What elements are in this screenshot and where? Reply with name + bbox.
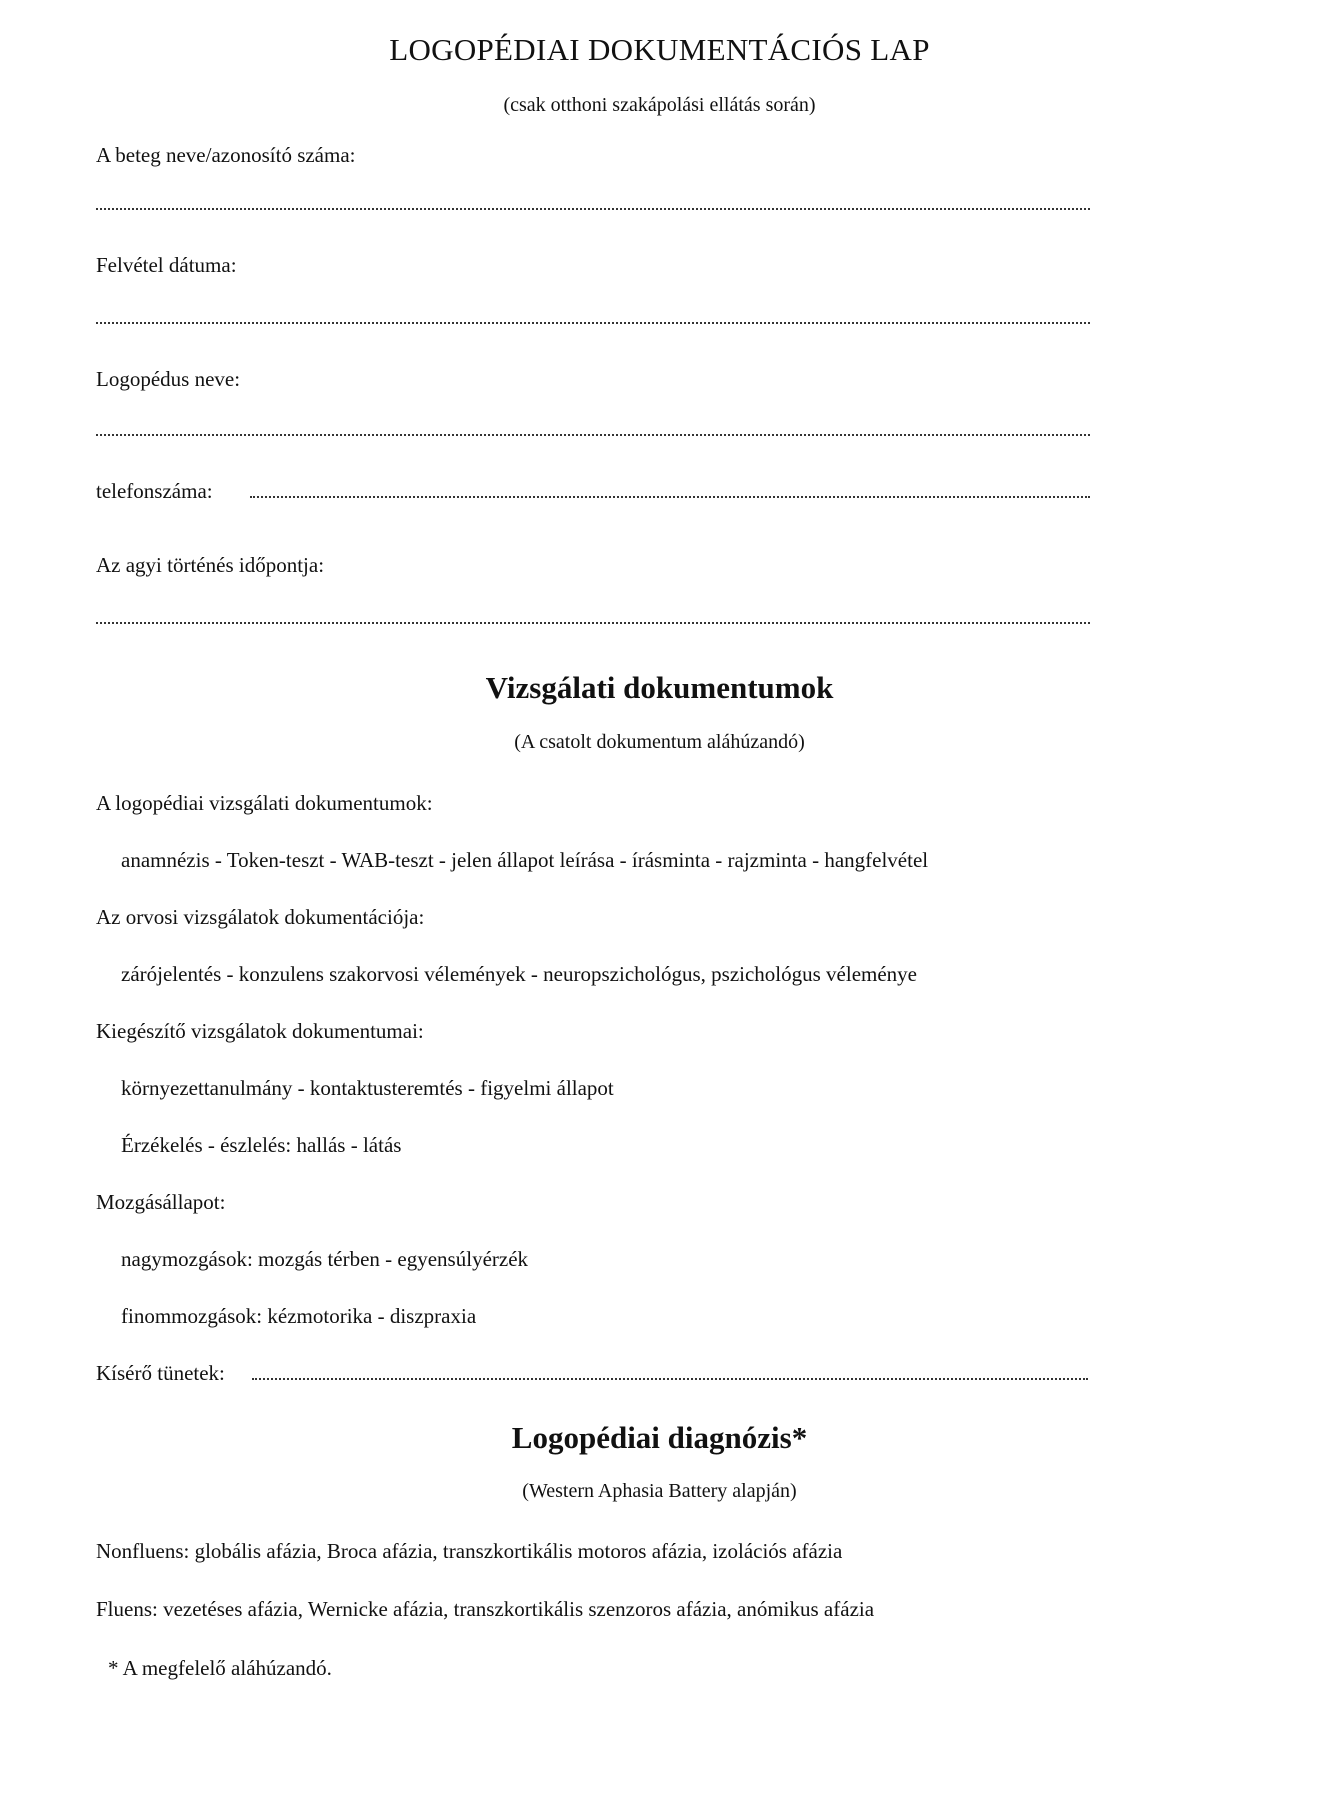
fine-motor-items: finommozgások: kézmotorika - diszpraxia [121,1304,477,1328]
patient-name-label: A beteg neve/azonosító száma: [96,143,356,167]
therapist-name-label: Logopédus neve: [96,367,241,391]
supplementary-items-1: környezettanulmány - kontaktusteremtés - figyelmi állapot [121,1076,614,1100]
exam-docs-heading: Vizsgálati dokumentumok [485,670,834,705]
logo-docs-items: anamnézis - Token-teszt - WAB-teszt - jelen állapot leírása - írásminta - rajzminta - hangfelvétel [121,848,929,872]
diagnosis-heading: Logopédiai diagnózis* [511,1420,808,1455]
admission-date-field[interactable] [96,322,1090,324]
patient-name-field[interactable] [96,208,1090,210]
symptoms-label: Kísérő tünetek: [96,1361,225,1385]
medical-docs-items: zárójelentés - konzulens szakorvosi vélemények - neuropszichológus, pszichológus véleménye [121,962,918,986]
admission-date-label: Felvétel dátuma: [96,253,237,277]
phone-field[interactable] [250,496,1090,498]
diagnosis-note: (Western Aphasia Battery alapján) [522,1480,797,1502]
fluent-line: Fluens: vezetéses afázia, Wernicke afázia, transzkortikális szenzoros afázia, anómikus afázia [96,1597,875,1621]
exam-docs-note: (A csatolt dokumentum aláhúzandó) [514,731,805,753]
event-date-label: Az agyi történés időpontja: [96,553,325,577]
event-date-field[interactable] [96,622,1090,624]
footnote: * A megfelelő aláhúzandó. [108,1656,332,1680]
supplementary-items-2: Érzékelés - észlelés: hallás - látás [121,1133,402,1157]
symptoms-field[interactable] [252,1378,1088,1380]
page-subtitle: (csak otthoni szakápolási ellátás során) [503,94,816,116]
gross-motor-items: nagymozgások: mozgás térben - egyensúlyérzék [121,1247,529,1271]
page-title: LOGOPÉDIAI DOKUMENTÁCIÓS LAP [389,32,930,67]
medical-docs-label: Az orvosi vizsgálatok dokumentációja: [96,905,425,929]
therapist-name-field[interactable] [96,434,1090,436]
phone-label: telefonszáma: [96,479,213,503]
logo-docs-label: A logopédiai vizsgálati dokumentumok: [96,791,433,815]
motor-state-label: Mozgásállapot: [96,1190,226,1214]
supplementary-docs-label: Kiegészítő vizsgálatok dokumentumai: [96,1019,424,1043]
nonfluent-line: Nonfluens: globális afázia, Broca afázia, transzkortikális motoros afázia, izolációs afázia [96,1539,843,1563]
